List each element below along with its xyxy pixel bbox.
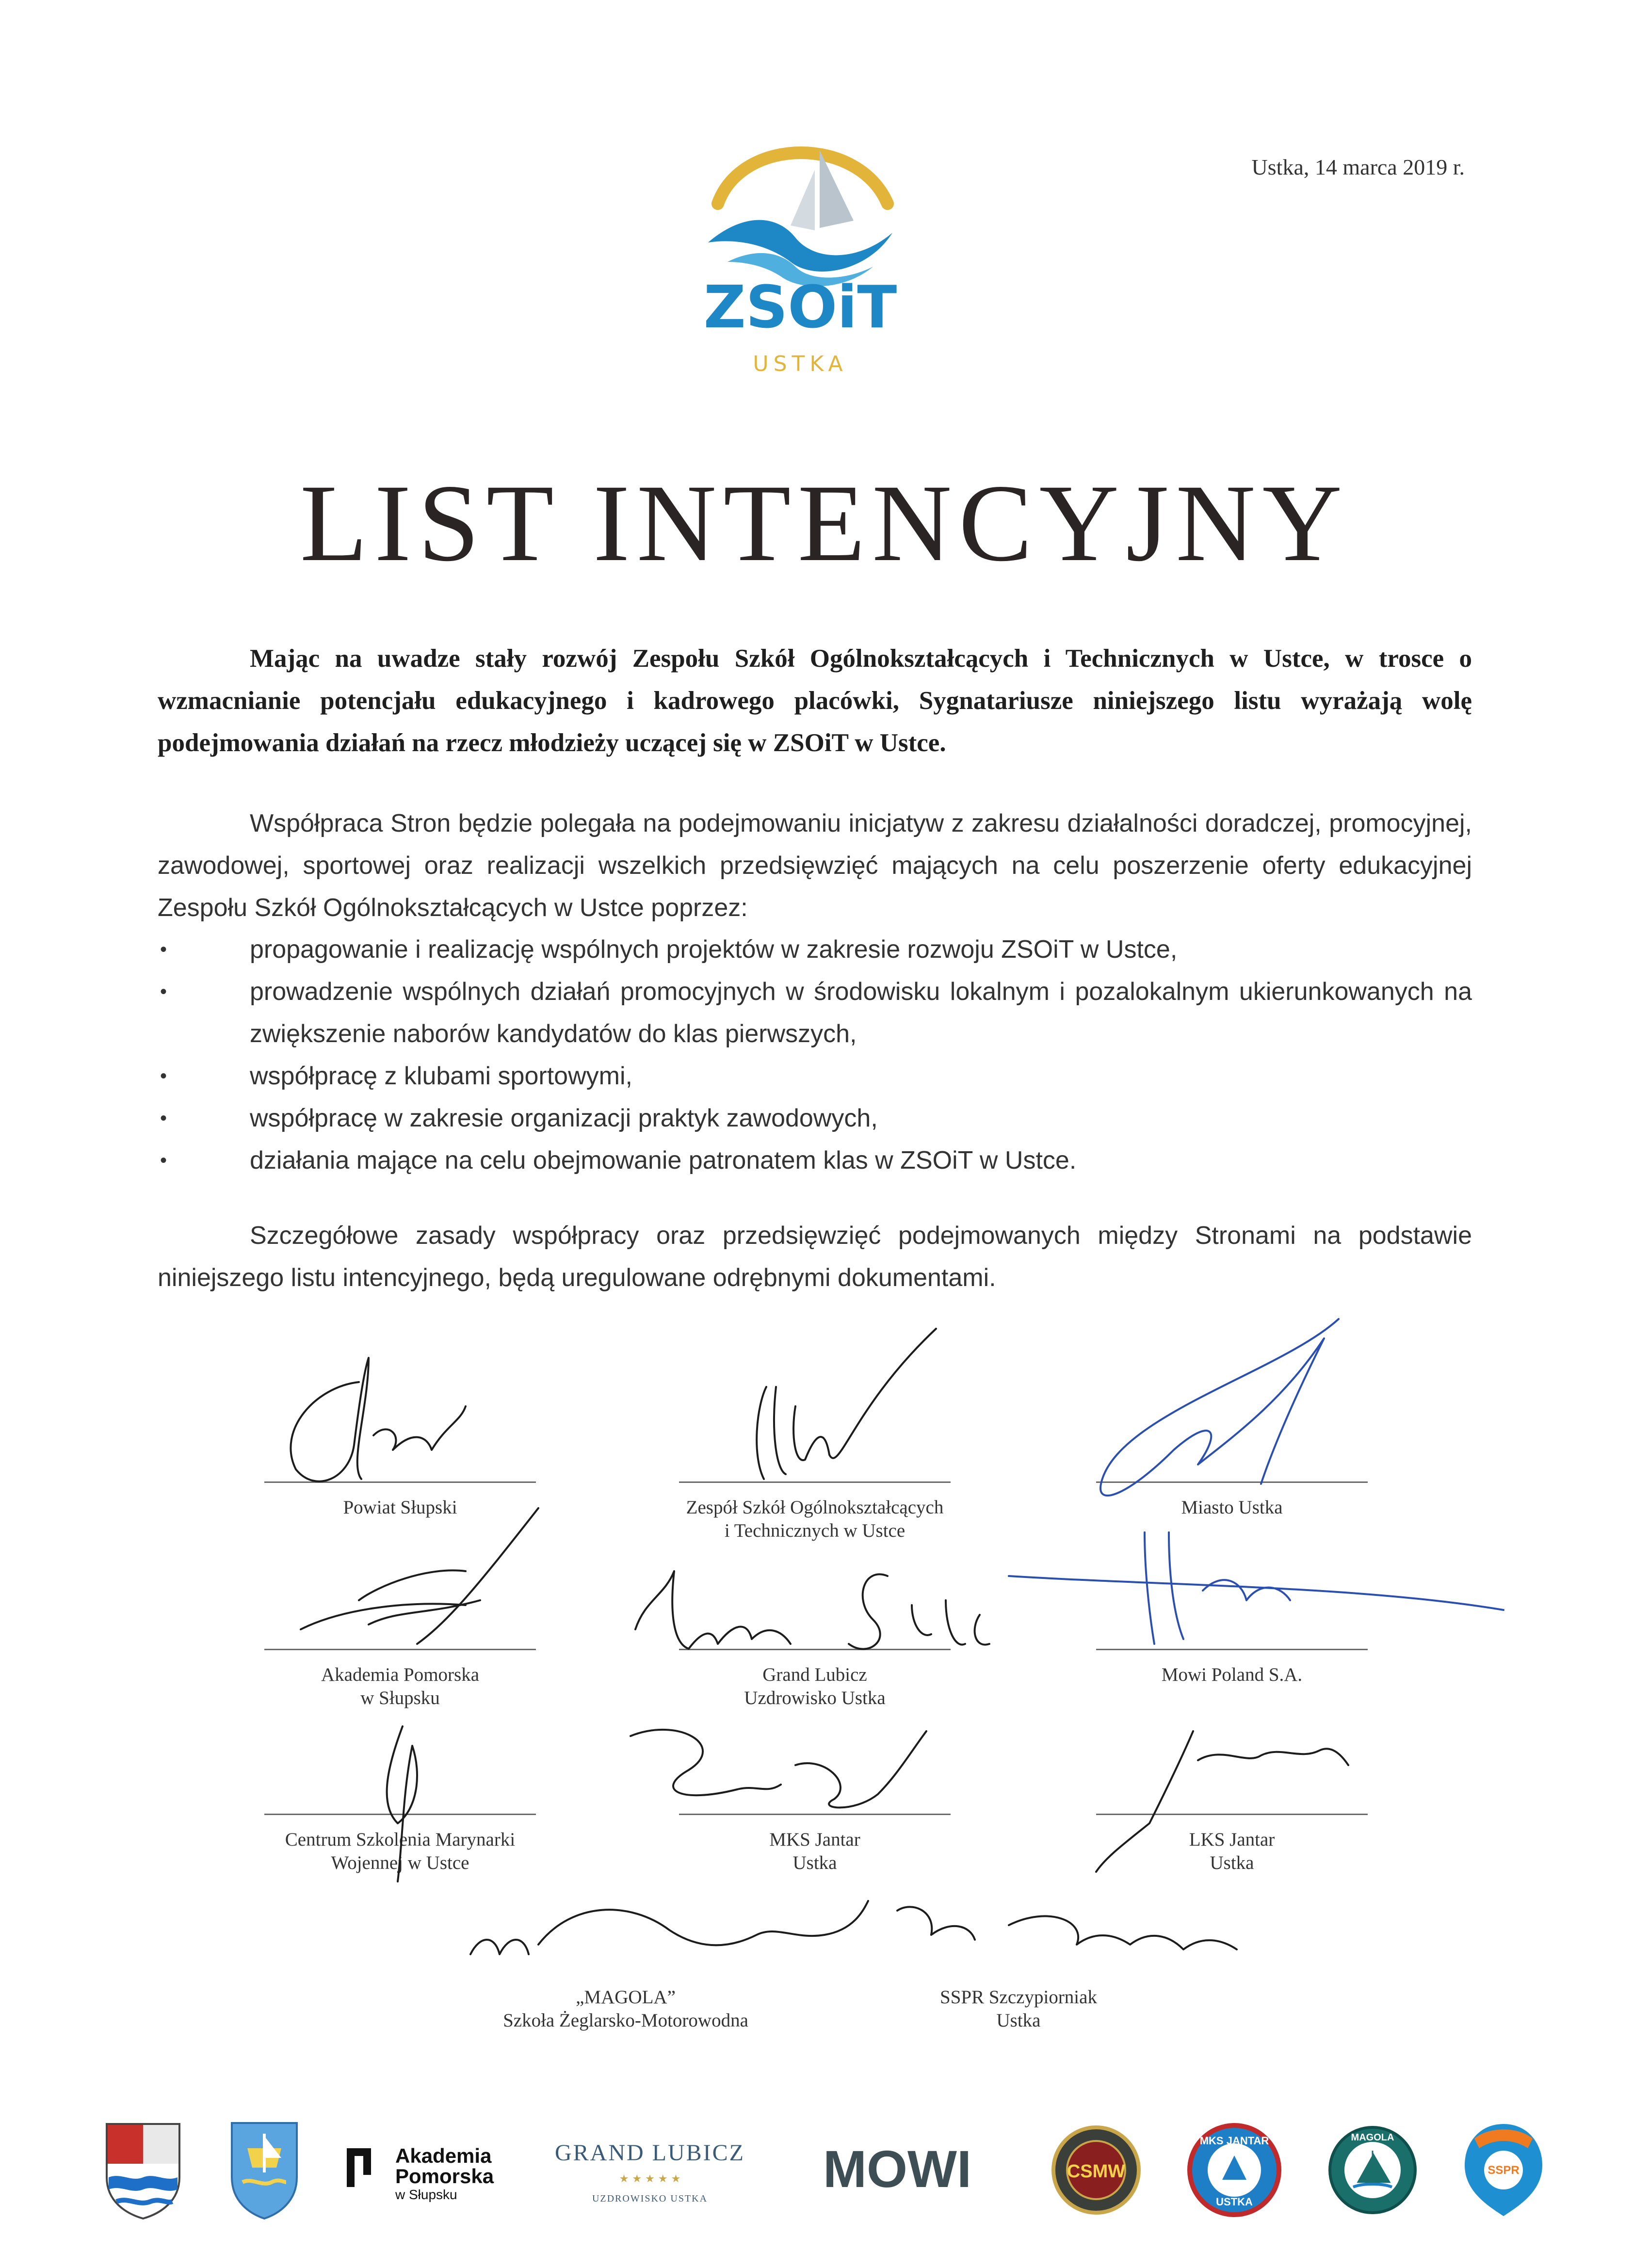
powiat-coat-of-arms-icon (102, 2119, 184, 2221)
svg-text:CSMW: CSMW (1067, 2161, 1126, 2182)
svg-text:Akademia: Akademia (395, 2144, 492, 2167)
bullet-icon: • (160, 1150, 167, 1171)
signatory-grand-lubicz: Grand Lubicz Uzdrowisko Ustka (744, 1664, 886, 1708)
logo-text: ZSOiT (703, 274, 897, 341)
signatory-magola: „MAGOLA” Szkoła Żeglarsko-Motorowodna (503, 1987, 748, 2031)
svg-text:GRAND LUBICZ: GRAND LUBICZ (555, 2140, 745, 2166)
bullet-icon: • (160, 1108, 167, 1129)
bullet-icon: • (160, 1065, 167, 1087)
cooperation-paragraph (158, 803, 1472, 929)
signatory-csmw: Centrum Szkolenia Marynarki Wojennej w Ustce (285, 1829, 516, 1873)
list-item: • współpracę z klubami sportowymi, (158, 1055, 1472, 1097)
mowi-logo (805, 2119, 989, 2221)
svg-text:USTKA: USTKA (1216, 2196, 1253, 2208)
svg-text:UZDROWISKO USTKA: UZDROWISKO USTKA (592, 2193, 708, 2204)
signatory-powiat: Powiat Słupski (343, 1497, 457, 1518)
ustka-coat-of-arms-icon (228, 2119, 301, 2221)
grand-lubicz-logo (538, 2119, 761, 2221)
signatory-mks-jantar: MKS Jantar Ustka (769, 1829, 860, 1873)
list-item: • działania mające na celu obejmowanie patronatem klas w ZSOiT w Ustce. (158, 1140, 1472, 1182)
handwritten-signatures (0, 1309, 1649, 2012)
svg-text:★ ★ ★ ★ ★: ★ ★ ★ ★ ★ (619, 2173, 681, 2185)
document-title: LIST INTENCYJNY (300, 462, 1349, 584)
intro-paragraph (158, 638, 1472, 764)
svg-text:Pomorska: Pomorska (395, 2165, 494, 2188)
akademia-pomorska-logo (342, 2119, 517, 2221)
svg-text:MKS JANTAR: MKS JANTAR (1199, 2135, 1269, 2147)
signatory-lks-jantar: LKS Jantar Ustka (1189, 1829, 1275, 1873)
zsoit-logo (698, 116, 902, 388)
signatory-sspr: SSPR Szczypiorniak Ustka (940, 1987, 1097, 2031)
list-item: • propagowanie i realizację wspólnych projektów w zakresie rozwoju ZSOiT w Ustce, (158, 929, 1472, 971)
list-item: • prowadzenie wspólnych działań promocyjnych w środowisku lokalnym i pozalokalnym ukierunkowanych na zwiększenie naborów kandydatów do klas pierwszych, (158, 971, 1472, 1055)
bullet-icon: • (160, 981, 167, 1002)
csmw-emblem-icon (1048, 2119, 1145, 2221)
details-paragraph (158, 1215, 1472, 1299)
signatory-zsoit: Zespół Szkół Ogólnokształcących i Technicznych w Ustce (686, 1497, 944, 1541)
bullet-icon: • (160, 939, 167, 960)
signatory-akademia: Akademia Pomorska w Słupsku (321, 1664, 479, 1708)
logo-subtext: USTKA (753, 352, 848, 376)
cooperation-list (158, 929, 1472, 1182)
cooperation-text: Współpraca Stron będzie polegała na podejmowaniu inicjatyw z zakresu działalności doradczej, promocyjnej, zawodowej, sportowej oraz realizacji wszelkich przedsięwzięć mających na celu poszerzenie oferty edukacyjnej Zespołu Szkół Ogólnokształcących w Ustce poprzez: (158, 809, 1472, 922)
document-date: Ustka, 14 marca 2019 r. (1251, 155, 1465, 179)
list-item: • współpracę w zakresie organizacji praktyk zawodowych, (158, 1097, 1472, 1140)
svg-text:MAGOLA: MAGOLA (1351, 2132, 1394, 2143)
intro-text: Mając na uwadze stały rozwój Zespołu Szkół Ogólnokształcących i Technicznych w Ustce, w trosce o wzmacnianie potencjału edukacyjnego i kadrowego placówki, Sygnatariusze niniejszego listu wyrażają wolę podejmowania działań na rzecz młodzieży uczącej się w ZSOiT w Ustce. (158, 644, 1472, 757)
zsoit-logo-mark (698, 116, 902, 388)
svg-text:w Słupsku: w Słupsku (395, 2187, 457, 2202)
mks-jantar-emblem-icon (1183, 2119, 1285, 2221)
sspr-emblem-icon (1460, 2119, 1547, 2221)
signatory-mowi: Mowi Poland S.A. (1161, 1664, 1303, 1685)
svg-text:SSPR: SSPR (1487, 2164, 1520, 2177)
svg-text:MOWI: MOWI (823, 2139, 971, 2198)
magola-emblem-icon (1324, 2119, 1421, 2221)
details-text: Szczegółowe zasady współpracy oraz przedsięwzięć podejmowanych między Stronami na podstawie niniejszego listu intencyjnego, będą uregulowane odrębnymi dokumentami. (158, 1222, 1472, 1292)
signatory-miasto-ustka: Miasto Ustka (1181, 1497, 1283, 1518)
